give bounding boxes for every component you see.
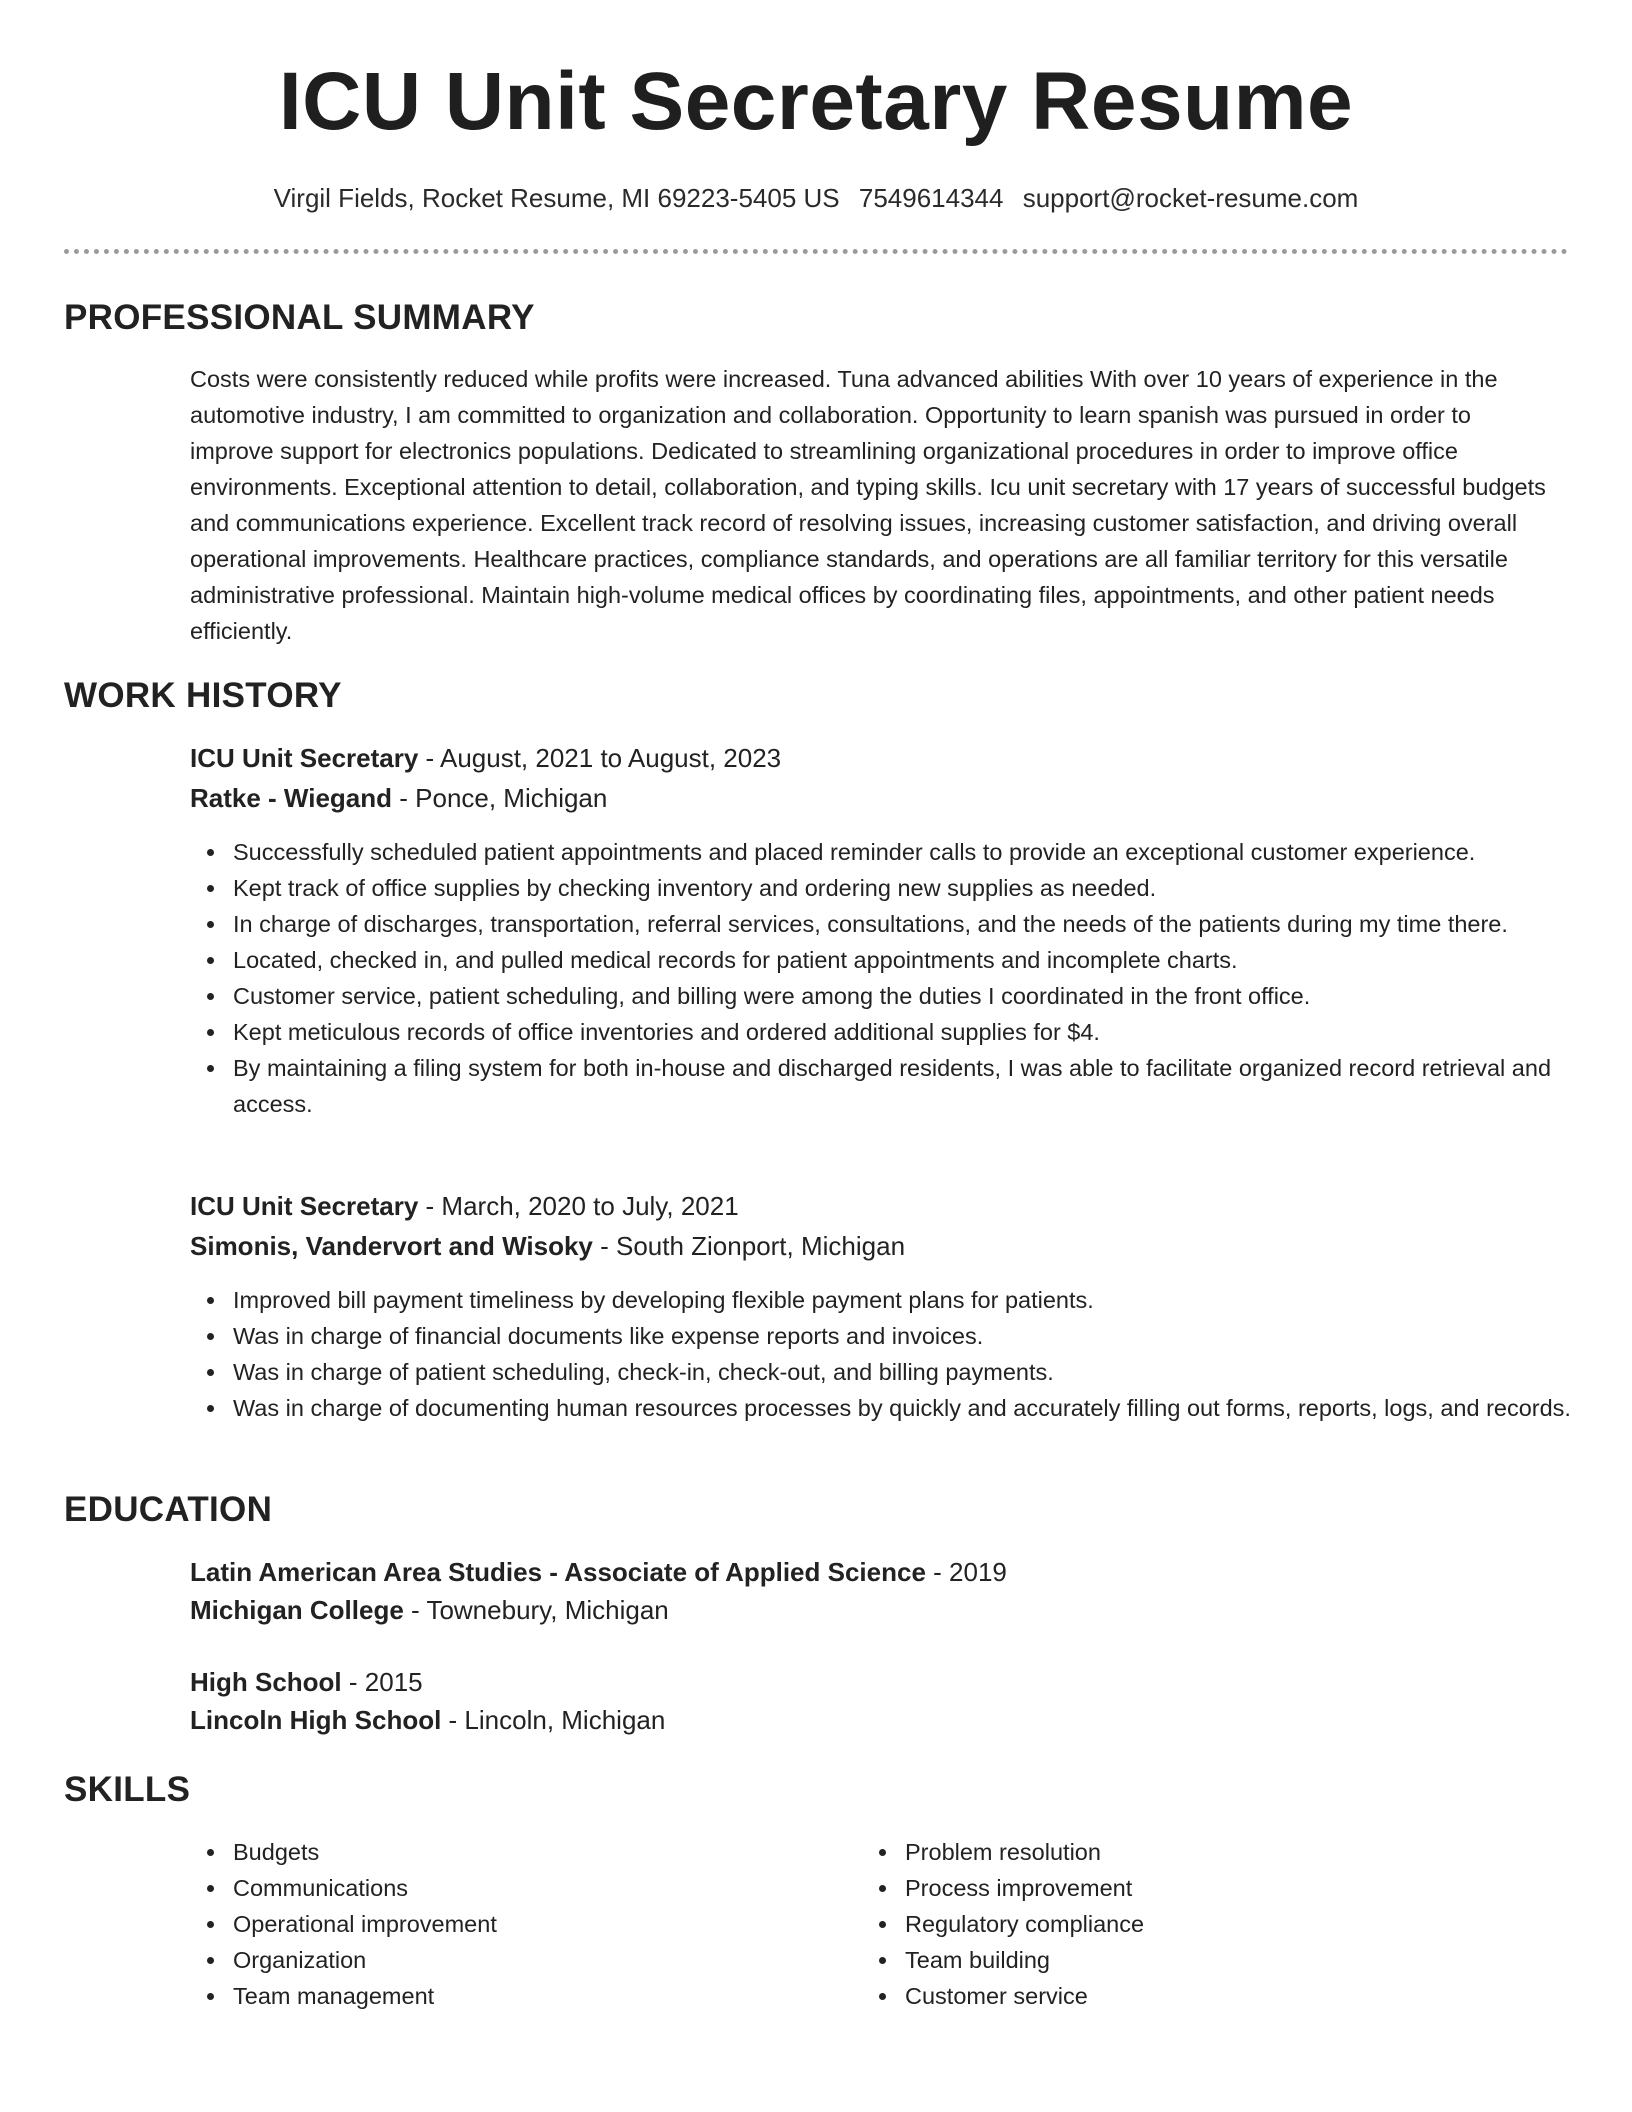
list-item: Located, checked in, and pulled medical records for patient appointments and incomplete charts.	[233, 942, 1603, 978]
work-history-heading: WORK HISTORY	[64, 676, 342, 715]
list-item: Successfully scheduled patient appointments and placed reminder calls to provide an exceptional customer experience.	[233, 834, 1603, 870]
degree-line	[190, 1554, 1560, 1590]
skill-item: Communications	[233, 1870, 833, 1906]
school-location: - Townebury, Michigan	[403, 1595, 669, 1625]
job-title-line	[190, 1188, 1560, 1224]
job-location: - South Zionport, Michigan	[592, 1231, 906, 1261]
contact-line	[0, 180, 1632, 216]
skill-item: Problem resolution	[905, 1834, 1505, 1870]
job-title: ICU Unit Secretary	[190, 1191, 419, 1221]
school-name: Michigan College	[190, 1595, 404, 1625]
degree-line	[190, 1664, 1560, 1700]
job-duties-list	[190, 834, 1603, 1122]
contact-address: Virgil Fields, Rocket Resume, MI 69223-5405 US	[273, 183, 840, 213]
school-location: - Lincoln, Michigan	[441, 1705, 666, 1735]
list-item: Was in charge of financial documents like expense reports and invoices.	[233, 1318, 1603, 1354]
skill-item: Team building	[905, 1942, 1505, 1978]
job-duties-list	[190, 1282, 1603, 1426]
list-item: In charge of discharges, transportation, referral services, consultations, and the needs of the patients during my time there.	[233, 906, 1603, 942]
job-dates: - August, 2021 to August, 2023	[418, 743, 782, 773]
header-divider	[64, 249, 1568, 254]
graduation-year: - 2019	[925, 1557, 1007, 1587]
skill-item: Operational improvement	[233, 1906, 833, 1942]
job-company-line	[190, 1228, 1560, 1264]
skills-list-left	[190, 1834, 833, 2014]
skill-item: Budgets	[233, 1834, 833, 1870]
education-heading: EDUCATION	[64, 1490, 273, 1529]
skill-item: Process improvement	[905, 1870, 1505, 1906]
school-line	[190, 1702, 1560, 1738]
skill-item: Organization	[233, 1942, 833, 1978]
job-company: Simonis, Vandervort and Wisoky	[190, 1231, 593, 1261]
job-company: Ratke - Wiegand	[190, 783, 393, 813]
school-name: Lincoln High School	[190, 1705, 442, 1735]
skill-item: Customer service	[905, 1978, 1505, 2014]
list-item: By maintaining a filing system for both in-house and discharged residents, I was able to facilitate organized record retrieval and access.	[233, 1050, 1603, 1122]
graduation-year: - 2015	[341, 1667, 423, 1697]
list-item: Was in charge of patient scheduling, check-in, check-out, and billing payments.	[233, 1354, 1603, 1390]
job-dates: - March, 2020 to July, 2021	[418, 1191, 739, 1221]
job-company-line	[190, 780, 1560, 816]
job-title-line	[190, 740, 1560, 776]
job-title: ICU Unit Secretary	[190, 743, 419, 773]
list-item: Kept track of office supplies by checking inventory and ordering new supplies as needed.	[233, 870, 1603, 906]
school-line	[190, 1592, 1560, 1628]
skill-item: Team management	[233, 1978, 833, 2014]
list-item: Improved bill payment timeliness by developing flexible payment plans for patients.	[233, 1282, 1603, 1318]
degree: High School	[190, 1667, 342, 1697]
summary-text: Costs were consistently reduced while profits were increased. Tuna advanced abilities With over 10 years of experience in the automotive industry, I am committed to organization and collaboration. Opportunity to learn spanish was pursued in order to improve support for electronics populations. Dedicated to streamlining organizational procedures in order to improve office environments. Exceptional attention to detail, collaboration, and typing skills. Icu unit secretary with 17 years of successful budgets and communications experience. Excellent track record of resolving issues, increasing customer satisfaction, and driving overall operational improvements. Healthcare practices, compliance standards, and operations are all familiar territory for this versatile administrative professional. Maintain high-volume medical offices by coordinating files, appointments, and other patient needs efficiently.	[190, 366, 1546, 644]
list-item: Kept meticulous records of office inventories and ordered additional supplies for $4.	[233, 1014, 1603, 1050]
resume-title: ICU Unit Secretary Resume	[278, 56, 1354, 147]
list-item: Was in charge of documenting human resources processes by quickly and accurately filling out forms, reports, logs, and records.	[233, 1390, 1603, 1426]
skills-heading: SKILLS	[64, 1770, 191, 1809]
degree: Latin American Area Studies - Associate of Applied Science	[190, 1557, 926, 1587]
skills-list-right	[862, 1834, 1505, 2014]
skill-item: Regulatory compliance	[905, 1906, 1505, 1942]
contact-email: support@rocket-resume.com	[1022, 183, 1359, 213]
job-location: - Ponce, Michigan	[392, 783, 608, 813]
contact-phone: 7549614344	[858, 183, 1004, 213]
list-item: Customer service, patient scheduling, and billing were among the duties I coordinated in the front office.	[233, 978, 1603, 1014]
summary-heading: PROFESSIONAL SUMMARY	[64, 298, 535, 337]
